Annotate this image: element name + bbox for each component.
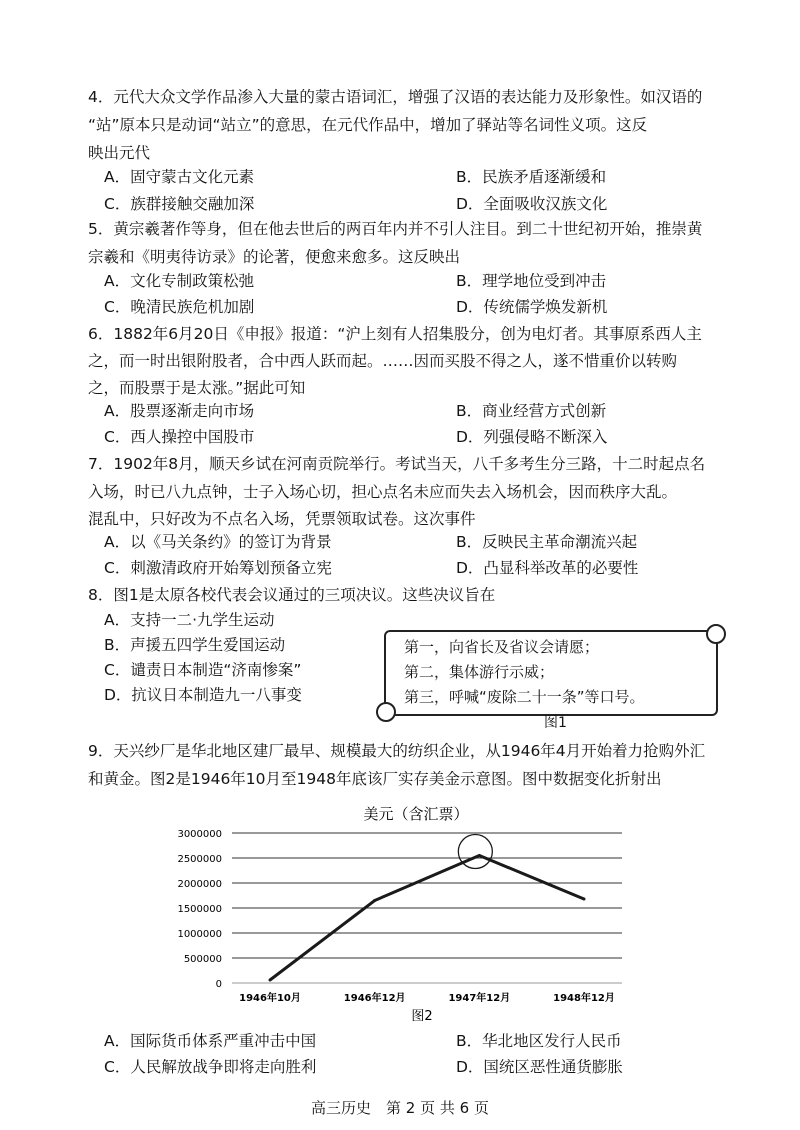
q5-option-b[interactable]: B．理学地位受到冲击 — [456, 272, 607, 290]
q7-option-c[interactable]: C．刺激清政府开始筹划预备立宪 — [104, 559, 332, 577]
y-tick-label: 500000 — [183, 954, 222, 965]
figure-1-scroll — [384, 630, 718, 716]
q4-option-b[interactable]: B．民族矛盾逐渐缓和 — [456, 168, 607, 186]
q6-option-c[interactable]: C．西人操控中国股市 — [104, 428, 255, 446]
data-point — [269, 979, 272, 982]
q4-stem-line-3: 映出元代 — [88, 144, 151, 162]
q4-stem-line-1: 4．元代大众文学作品渗入大量的蒙古语词汇，增强了汉语的表达能力及形象性。如汉语的 — [88, 88, 703, 106]
q6-stem-line-3: 之，而股票于是太涨。”据此可知 — [88, 379, 306, 397]
q6-stem-line-1: 6．1882年6月20日《申报》报道：“沪上刻有人招集股分，创为电灯者。其事原系西人主 — [88, 325, 702, 343]
q9-option-d[interactable]: D．国统区恶性通货膨胀 — [456, 1058, 623, 1076]
q7-option-d[interactable]: D．凸显科举改革的必要性 — [456, 559, 639, 577]
figure-2-label: 图2 — [411, 1009, 433, 1024]
figure-1-line-1: 第一，向省长及省议会请愿； — [404, 638, 600, 656]
x-tick-label: 1946年12月 — [343, 993, 406, 1004]
q8-option-b[interactable]: B．声援五四学生爱国运动 — [104, 636, 286, 654]
q8-option-d[interactable]: D．抗议日本制造九一八事变 — [104, 686, 302, 704]
x-tick-label: 1948年12月 — [553, 993, 615, 1004]
q4-option-c[interactable]: C．族群接触交融加深 — [104, 195, 255, 213]
y-tick-label: 2000000 — [177, 879, 222, 890]
figure-1-label: 图1 — [544, 715, 567, 731]
q7-option-b[interactable]: B．反映民主革命潮流兴起 — [456, 533, 638, 551]
q5-option-d[interactable]: D．传统儒学焕发新机 — [456, 298, 608, 316]
y-tick-label: 0 — [215, 979, 222, 990]
scroll-roll-icon — [706, 624, 726, 644]
chart-x-ticks — [239, 991, 615, 1004]
q8-option-c[interactable]: C．谴责日本制造“济南惨案” — [104, 661, 302, 679]
y-tick-label: 1500000 — [177, 904, 222, 915]
q8-option-a[interactable]: A．支持一二·九学生运动 — [104, 611, 275, 629]
q4-option-d[interactable]: D．全面吸收汉族文化 — [456, 195, 608, 213]
q5-option-c[interactable]: C．晚清民族危机加剧 — [104, 298, 255, 316]
q9-stem-line-2: 和黄金。图2是1946年10月至1948年底该厂实存美金示意图。图中数据变化折射出 — [88, 770, 662, 788]
q7-stem-line-1: 7．1902年8月，顺天乡试在河南贡院举行。考试当天，八千多考生分三路，十二时起点名 — [88, 455, 706, 473]
q8-stem: 8．图1是太原各校代表会议通过的三项决议。这些决议旨在 — [88, 586, 496, 604]
figure-1-line-3: 第三，呼喊“废除二十一条”等口号。 — [404, 688, 645, 706]
chart-y-ticks — [177, 829, 222, 990]
q7-stem-line-2: 入场，时已八九点钟，士子入场心切，担心点名未应而失去入场机会，因而秩序大乱。 — [88, 483, 678, 501]
x-tick-label: 1947年12月 — [448, 993, 511, 1004]
y-tick-label: 1000000 — [177, 929, 222, 940]
y-tick-label: 2500000 — [177, 854, 222, 865]
chart-title: 美元（含汇票） — [363, 805, 469, 823]
data-point — [478, 854, 481, 857]
chart-grid — [232, 833, 622, 983]
scroll-roll-icon — [376, 702, 396, 722]
q7-option-a[interactable]: A．以《马关条约》的签订为背景 — [104, 533, 332, 551]
series-line — [270, 856, 584, 981]
q5-option-a[interactable]: A．文化专制政策松弛 — [104, 272, 255, 290]
data-point — [373, 899, 376, 902]
figure-2-chart — [150, 795, 670, 1030]
q4-stem-line-2: “站”原本只是动词“站立”的意思，在元代作品中，增加了驿站等名词性义项。这反 — [88, 116, 648, 134]
q5-stem-line-2: 宗羲和《明夷待访录》的论著，便愈来愈多。这反映出 — [88, 248, 461, 266]
q4-option-a[interactable]: A．固守蒙古文化元素 — [104, 168, 255, 186]
q6-option-a[interactable]: A．股票逐渐走向市场 — [104, 402, 255, 420]
q9-option-a[interactable]: A．国际货币体系严重冲击中国 — [104, 1032, 317, 1050]
q9-option-b[interactable]: B．华北地区发行人民币 — [456, 1032, 622, 1050]
q5-stem-line-1: 5．黄宗羲著作等身，但在他去世后的两百年内并不引人注目。到二十世纪初开始，推崇黄 — [88, 220, 703, 238]
peak-circle-annotation — [458, 835, 492, 869]
q6-option-d[interactable]: D．列强侵略不断深入 — [456, 428, 608, 446]
q9-option-c[interactable]: C．人民解放战争即将走向胜利 — [104, 1058, 317, 1076]
figure-1-line-2: 第二，集体游行示威； — [404, 663, 555, 681]
data-point — [583, 898, 586, 901]
page-footer: 高三历史 第 2 页 共 6 页 — [311, 1099, 489, 1117]
q9-stem-line-1: 9．天兴纱厂是华北地区建厂最早、规模最大的纺织企业，从1946年4月开始着力抢购外汇 — [88, 742, 706, 760]
x-tick-label: 1946年10月 — [239, 993, 301, 1004]
q6-option-b[interactable]: B．商业经营方式创新 — [456, 402, 607, 420]
q6-stem-line-2: 之，而一时出银附股者，合中西人跃而起。……因而买股不得之人，遂不惜重价以转购 — [88, 352, 678, 370]
q7-stem-line-3: 混乱中，只好改为不点名入场，凭票领取试卷。这次事件 — [88, 510, 476, 528]
y-tick-label: 3000000 — [177, 829, 222, 840]
